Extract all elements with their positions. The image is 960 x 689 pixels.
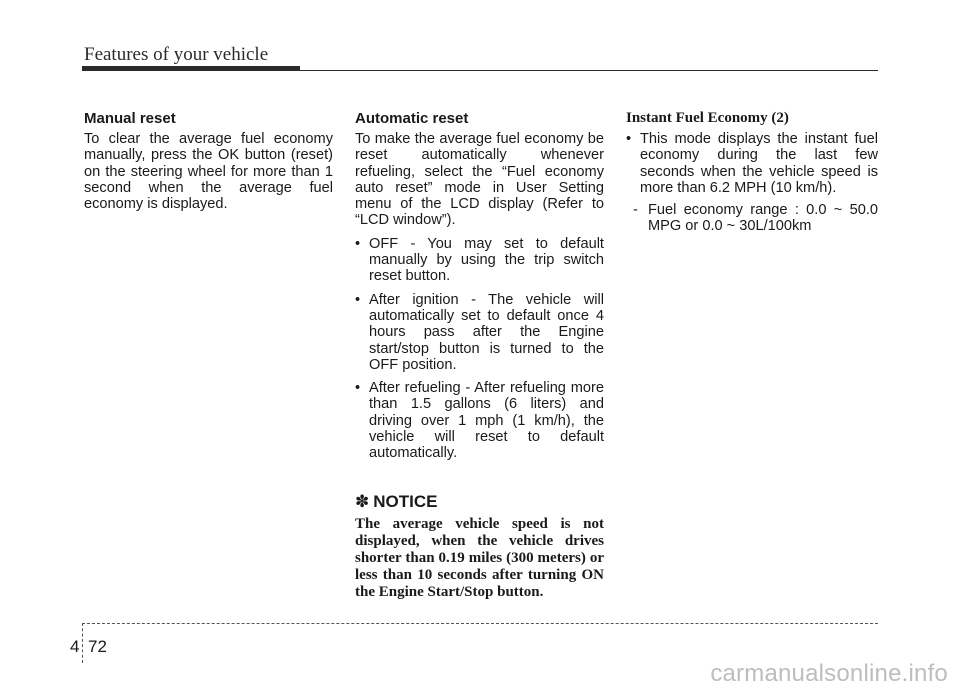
header-rule (300, 70, 878, 71)
instant-fuel-list (626, 131, 878, 235)
notice-title-text: NOTICE (373, 491, 438, 511)
list-item (355, 380, 604, 461)
bullet-icon: • (355, 291, 361, 308)
footer-rule (82, 623, 878, 624)
notice-title (355, 492, 604, 512)
column-manual-reset (84, 110, 333, 212)
manual-reset-body: To clear the average fuel economy manually, press the OK button (reset) on the steering wheel for more than 1 second when the average fuel economy is displayed. (84, 131, 333, 213)
list-item-text: This mode displays the instant fuel economy during the last few seconds when the vehicle speed is more than 6.2 MPH (10 km/h). (640, 131, 878, 196)
instant-fuel-heading: Instant Fuel Economy (2) (626, 110, 789, 126)
list-item (355, 236, 604, 285)
page-number-divider (82, 623, 83, 663)
bullet-icon: • (626, 131, 632, 147)
list-item-text: OFF - You may set to default manually by using the trip switch reset button. (369, 235, 604, 285)
header-bar (82, 66, 300, 71)
bullet-icon: • (355, 235, 361, 252)
automatic-reset-body: To make the average fuel economy be reset automatically whenever refueling, select the “Fuel economy auto reset” mode in User Setting menu of the LCD display (Refer to “LCD window”). (355, 131, 604, 229)
automatic-reset-options (355, 236, 604, 462)
page-header-title: Features of your vehicle (84, 44, 269, 65)
chapter-number: 4 (70, 637, 80, 656)
list-item-text: After ignition - The vehicle will automatically set to default once 4 hours pass after the Engine start/stop button is turned to the OFF position. (369, 291, 604, 373)
list-item (355, 292, 604, 373)
notice-body: The average vehicle speed is not displayed, when the vehicle drives shorter than 0.19 miles (300 meters) or less than 10 seconds after turning ON the Engine Start/Stop button. (355, 515, 604, 600)
sub-item (626, 202, 878, 235)
column-automatic-reset (355, 110, 604, 601)
manual-reset-heading: Manual reset (84, 110, 176, 127)
column-instant-fuel-economy (626, 110, 878, 235)
bullet-icon: • (355, 380, 361, 397)
sub-item-text: Fuel economy range : 0.0 ~ 50.0 MPG or 0.0 ~ 30L/100km (648, 202, 878, 235)
watermark: carmanualsonline.info (710, 660, 948, 687)
list-item (626, 131, 878, 235)
list-item-text: After refueling - After refueling more than 1.5 gallons (6 liters) and driving over 1 mph (1 km/h), the vehicle will reset to default automatically. (369, 380, 604, 462)
asterisk-icon: ✽ (355, 491, 370, 511)
automatic-reset-heading: Automatic reset (355, 110, 469, 127)
page-number: 72 (88, 637, 107, 656)
dash-icon: - (633, 202, 638, 219)
